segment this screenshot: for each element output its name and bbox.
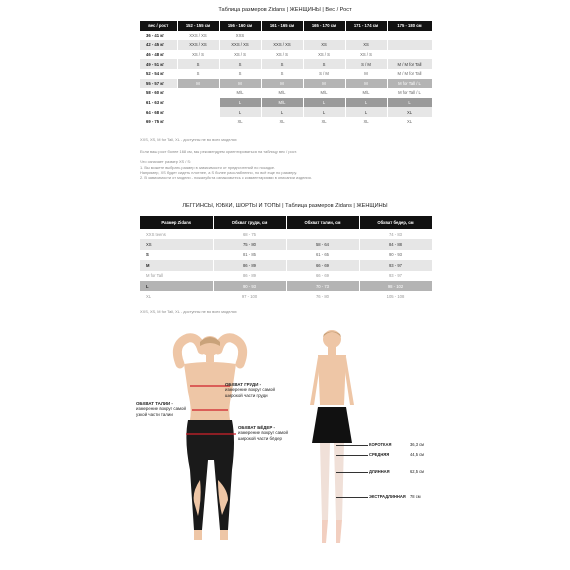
hip-label	[238, 425, 288, 441]
row-label: 64 - 68 кг	[140, 107, 177, 117]
table-1-footnote: XXS, XS, M for Tall, XL - доступны не во всех моделях	[140, 137, 237, 142]
skirt	[312, 407, 352, 443]
column-header: 156 - 160 см	[219, 21, 261, 31]
table-row	[140, 229, 432, 239]
table-cell: M/L	[219, 88, 261, 98]
chest-desc-2: широкой части груди	[225, 392, 268, 398]
table-cell: 76 - 80	[286, 291, 359, 301]
column-header: Обхват груди, см	[213, 216, 286, 229]
table-cell: XS / S	[345, 50, 387, 60]
table-cell: L	[303, 107, 345, 117]
length-marker-line	[336, 472, 368, 473]
note-line: Что означает размер XS / S:	[140, 159, 192, 165]
table-cell: XS / S	[177, 50, 219, 60]
table-cell	[177, 107, 219, 117]
table-cell: XS	[345, 40, 387, 50]
table-row	[140, 40, 432, 50]
length-value: 78 см	[410, 494, 421, 499]
size-table-body-measurements	[140, 216, 433, 302]
table-cell: L	[345, 98, 387, 108]
row-label: 55 - 57 кг	[140, 79, 177, 89]
measurement-model-figure	[140, 330, 320, 545]
column-header: вес / рост	[140, 21, 177, 31]
table-cell: XXS / XS	[177, 40, 219, 50]
table-cell: XL	[387, 107, 432, 117]
length-value: 36,3 см	[410, 442, 424, 447]
column-header: 175 - 180 см	[387, 21, 432, 31]
table-cell: 81 - 85	[213, 250, 286, 260]
row-label: M for Tall	[140, 271, 213, 281]
table-row	[140, 250, 432, 260]
table-cell: M for Tall / L	[387, 88, 432, 98]
size-table-weight-height	[140, 21, 433, 127]
table-cell	[387, 40, 432, 50]
column-header: 152 - 155 см	[177, 21, 219, 31]
length-label: СРЕДНЯЯ	[369, 452, 390, 457]
table-cell: 58 - 64	[286, 239, 359, 249]
table-cell	[387, 50, 432, 60]
row-label: 58 - 60 кг	[140, 88, 177, 98]
hip-desc-1: измерение вокруг самой	[238, 430, 288, 436]
table-cell: 84 - 88	[359, 239, 432, 249]
table-row	[140, 117, 432, 127]
waist-desc-1: измерение вокруг самой	[136, 406, 186, 412]
table-cell: 66 - 69	[286, 271, 359, 281]
table-cell: M	[303, 79, 345, 89]
table-cell: 90 - 93	[359, 250, 432, 260]
row-label: 42 - 45 кг	[140, 40, 177, 50]
table-cell	[286, 229, 359, 239]
table-cell: S / M	[303, 69, 345, 79]
table-cell	[177, 88, 219, 98]
table-cell: 93 - 97	[359, 260, 432, 270]
table-row	[140, 69, 432, 79]
leggings	[186, 420, 234, 530]
table-cell: XXS / XS	[219, 40, 261, 50]
table-cell: S	[303, 59, 345, 69]
table-cell: M	[345, 79, 387, 89]
table-cell: XXS / XS	[261, 40, 303, 50]
table-cell: 68 - 75	[213, 229, 286, 239]
row-label: 69 - 75 кг	[140, 117, 177, 127]
table-row	[140, 31, 432, 41]
table-cell	[177, 117, 219, 127]
table-cell: M/L	[345, 88, 387, 98]
row-label: 52 - 54 кг	[140, 69, 177, 79]
length-label: ДЛИННАЯ	[369, 469, 390, 474]
table-cell: 105 - 108	[359, 291, 432, 301]
table-row	[140, 260, 432, 270]
table-cell: L	[303, 98, 345, 108]
table-cell: XXS / XS	[177, 31, 219, 41]
table-row	[140, 88, 432, 98]
table-cell: XL	[303, 117, 345, 127]
table-cell: M	[345, 69, 387, 79]
table-cell: M/L	[261, 88, 303, 98]
column-header: 171 - 174 см	[345, 21, 387, 31]
model-torso	[318, 355, 346, 405]
length-value: 62,5 см	[410, 469, 424, 474]
table-row	[140, 79, 432, 89]
length-label: КОРОТКАЯ	[369, 442, 392, 447]
column-header: Обхват талии, см	[286, 216, 359, 229]
table-cell: XL	[219, 117, 261, 127]
row-label: 46 - 48 кг	[140, 50, 177, 60]
size-table-2-title: ЛЕГГИНСЫ, ЮБКИ, ШОРТЫ И ТОПЫ | Таблица размеров Zidans | ЖЕНЩИНЫ	[182, 203, 388, 209]
skirt-model-figure	[302, 325, 362, 550]
row-label: S	[140, 250, 213, 260]
table-cell: 86 - 89	[213, 271, 286, 281]
table-cell: S	[177, 59, 219, 69]
chest-title: ОБХВАТ ГРУДИ -	[225, 382, 262, 387]
table-cell: M/L	[261, 98, 303, 108]
chest-desc-1: измерение вокруг самой	[225, 387, 275, 393]
table-cell: 74 - 83	[359, 229, 432, 239]
table-cell: 75 - 80	[213, 239, 286, 249]
waist-title: ОБХВАТ ТАЛИИ -	[136, 401, 173, 406]
note-line: 1. Вы можете выбрать размер в зависимости от предпочтений по посадке.	[140, 164, 276, 170]
column-header: 161 - 165 см	[261, 21, 303, 31]
table-cell: S	[177, 69, 219, 79]
table-row	[140, 281, 432, 291]
table-cell: 97 - 100	[213, 291, 286, 301]
table-cell: L	[261, 107, 303, 117]
row-label: XXS teens	[140, 229, 213, 239]
table-cell: M / M for Tall	[387, 59, 432, 69]
left-arm	[310, 357, 320, 405]
table-cell	[345, 31, 387, 41]
table-cell: 61 - 65	[286, 250, 359, 260]
length-value: 44,5 см	[410, 452, 424, 457]
table-cell: L	[219, 107, 261, 117]
table-cell: XXS	[219, 31, 261, 41]
row-label: XL	[140, 291, 213, 301]
table-row	[140, 50, 432, 60]
table-cell	[177, 98, 219, 108]
table-cell: S	[261, 69, 303, 79]
table-row	[140, 239, 432, 249]
column-header: 165 - 170 см	[303, 21, 345, 31]
table-cell: S / M	[345, 59, 387, 69]
table-cell: XL	[261, 117, 303, 127]
model-head	[323, 330, 341, 348]
table-cell: 70 - 73	[286, 281, 359, 291]
table-cell: XL	[387, 117, 432, 127]
row-label: L	[140, 281, 213, 291]
column-header: Обхват бедер, см	[359, 216, 432, 229]
table-2-footnote: XXS, XS, M for Tall, XL - доступны не во всех моделях	[140, 309, 237, 314]
length-marker-line	[336, 445, 368, 446]
table-cell: 86 - 89	[213, 260, 286, 270]
length-marker-line	[336, 455, 368, 456]
column-header: Размер Zidans	[140, 216, 213, 229]
table-row	[140, 107, 432, 117]
table-row	[140, 59, 432, 69]
length-marker-line	[336, 497, 368, 498]
table-cell	[387, 31, 432, 41]
table-cell: 66 - 69	[286, 260, 359, 270]
row-label: 61 - 63 кг	[140, 98, 177, 108]
table-cell: S	[261, 59, 303, 69]
length-label: ЭКСТРАДЛИННАЯ	[369, 494, 406, 499]
table-cell: L	[387, 98, 432, 108]
table-cell: M/L	[303, 88, 345, 98]
note-line: Если ваш рост более 168 см, мы рекомендуем ориентироваться на таблицу вес / рост.	[140, 149, 298, 154]
table-cell: 98 - 102	[359, 281, 432, 291]
table-cell: XL	[345, 117, 387, 127]
table-cell	[303, 31, 345, 41]
table-cell	[261, 31, 303, 41]
table-1-notes	[140, 149, 312, 180]
table-cell: S	[219, 69, 261, 79]
table-cell: XS / S	[261, 50, 303, 60]
table-cell: M	[177, 79, 219, 89]
row-label: XS	[140, 239, 213, 249]
table-cell: L	[219, 98, 261, 108]
note-line: Например, XS будет сидеть плотнее, а S более расслабленно, но всё еще по размеру.	[140, 169, 298, 175]
table-cell: M	[261, 79, 303, 89]
size-table-1-title: Таблица размеров Zidans | ЖЕНЩИНЫ | Вес / Рост	[218, 7, 352, 13]
table-cell: XS / S	[219, 50, 261, 60]
table-cell: M / M for Tall	[387, 69, 432, 79]
table-cell: 93 - 97	[359, 271, 432, 281]
table-cell: M	[219, 79, 261, 89]
waist-label	[136, 401, 186, 417]
hip-title: ОБХВАТ БЁДЕР -	[238, 425, 275, 430]
row-label: 36 - 41 кг	[140, 31, 177, 41]
table-cell: XS / S	[303, 50, 345, 60]
table-cell: XS	[303, 40, 345, 50]
row-label: 49 - 51 кг	[140, 59, 177, 69]
table-cell: M for Tall / L	[387, 79, 432, 89]
table-row	[140, 271, 432, 281]
chest-label	[225, 382, 275, 398]
table-header-row	[140, 216, 432, 229]
note-line: 2. В зависимости от модели - пожалуйста ознакомьтесь с комментариями в описании изделия.	[140, 175, 312, 180]
table-header-row	[140, 21, 432, 31]
table-cell: L	[345, 107, 387, 117]
table-cell: S	[219, 59, 261, 69]
row-label: M	[140, 260, 213, 270]
waist-desc-2: узкой части талии	[136, 411, 173, 417]
table-row	[140, 98, 432, 108]
hip-desc-2: широкой части бёдер	[238, 435, 282, 441]
table-cell: 90 - 93	[213, 281, 286, 291]
table-row	[140, 291, 432, 301]
right-arm	[344, 357, 354, 405]
